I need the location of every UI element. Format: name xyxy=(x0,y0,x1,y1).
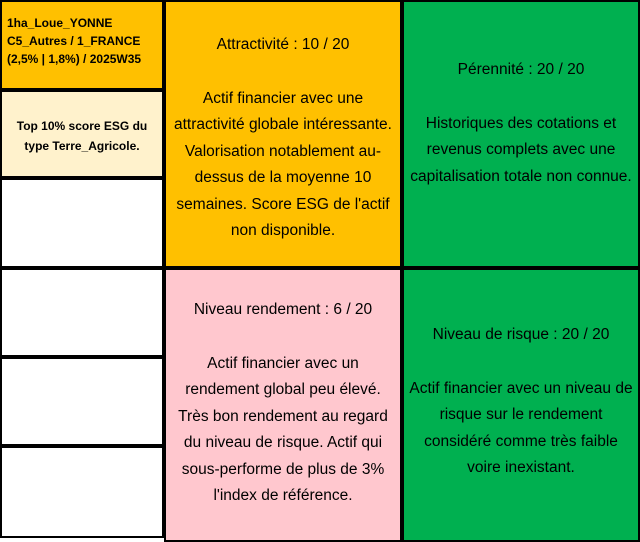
perennite-title: Pérennité : 20 / 20 xyxy=(457,61,585,78)
asset-category: C5_Autres / 1_FRANCE xyxy=(7,34,141,48)
rendement-description: Actif financier avec un rendement global peu élevé. Très bon rendement au regard du niveau de risque. Actif qui sous-performe de plus de 3% l'index de référence. xyxy=(178,354,388,504)
risque-title: Niveau de risque : 20 / 20 xyxy=(432,326,610,343)
esg-badge-text: Top 10% score ESG du type Terre_Agricole. xyxy=(16,119,148,153)
empty-cell xyxy=(0,268,164,357)
attractivite-quadrant xyxy=(164,0,402,268)
empty-cell xyxy=(0,357,164,446)
perennite-description: Historiques des cotations et revenus complets avec une capitalisation totale non connue. xyxy=(410,114,632,185)
asset-name: 1ha_Loue_YONNE xyxy=(7,16,113,30)
perennite-quadrant xyxy=(402,0,640,268)
attractivite-title: Attractivité : 10 / 20 xyxy=(216,36,350,53)
asset-rates-period: (2,5% | 1,8%) / 2025W35 xyxy=(7,52,142,66)
rendement-title: Niveau rendement : 6 / 20 xyxy=(193,301,373,318)
empty-cell xyxy=(0,178,164,268)
risque-description: Actif financier avec un niveau de risque sur le rendement considéré comme très faible voire inexistant. xyxy=(409,379,633,476)
empty-cell xyxy=(0,446,164,538)
esg-badge-cell xyxy=(0,90,164,178)
risque-quadrant xyxy=(402,268,640,542)
rendement-quadrant xyxy=(164,268,402,542)
attractivite-description: Actif financier avec une attractivité globale intéressante. Valorisation notablement au-dessus de la moyenne 10 semaines. Score ESG de l'actif non disponible. xyxy=(174,89,392,239)
asset-info-cell xyxy=(0,0,164,90)
